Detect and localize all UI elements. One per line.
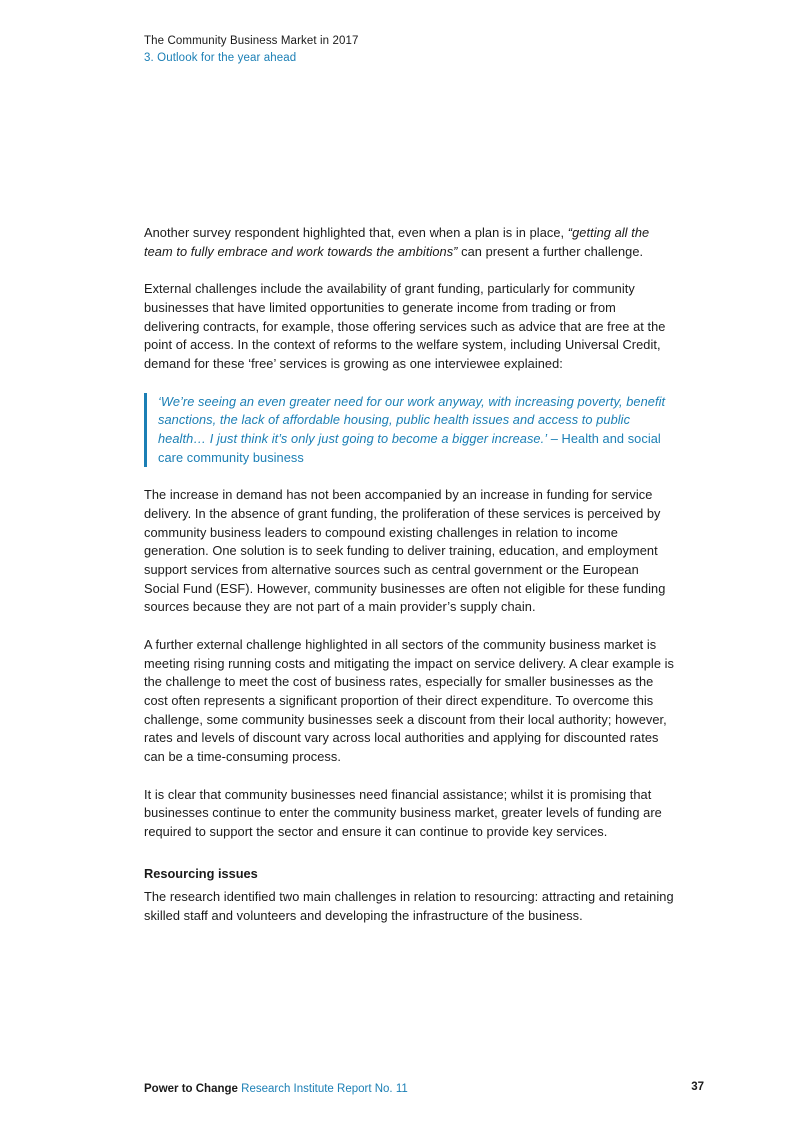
header-section-title: 3. Outlook for the year ahead: [144, 51, 297, 64]
footer-brand: Power to Change: [144, 1083, 238, 1095]
pull-quote: [144, 393, 674, 468]
paragraph-4: A further external challenge highlighted in all sectors of the community business market is meeting rising running costs and mitigating the impact on service delivery. A clear example is the challenge to meet the cost of business rates, especially for smaller businesses as the cost often represents a significant proportion of their direct expenditure. To overcome this challenge, some community businesses seek a discount from their local authority; however, rates and levels of discount vary across local authorities and applying for discounted rates can be a time-consuming process.: [144, 637, 674, 765]
page-footer: [144, 1081, 656, 1097]
paragraph-3: The increase in demand has not been accompanied by an increase in funding for service delivery. In the absence of grant funding, the proliferation of these services is perceived by community business leaders to compound existing challenges in relation to income generation. One solution is to seek funding to deliver training, education, and employment support services from alternative sources such as central government or the European Social Fund (ESF). However, community businesses are often not eligible for these funding sources because they are not part of a main provider’s supply chain.: [144, 487, 666, 615]
pull-quote-text: ‘We’re seeing an even greater need for our work anyway, with increasing poverty, benefit sanctions, the lack of affordable housing, public health issues and access to public health… I just think it’s only just going to become a bigger increase.’: [158, 393, 666, 447]
header-document-title: The Community Business Market in 2017: [144, 35, 359, 47]
paragraph-1-text-b: can present a further challenge.: [457, 243, 644, 259]
page-header: [144, 33, 704, 66]
pull-quote-attribution: – Health and social care community business: [158, 431, 661, 465]
footer-report-title: Research Institute Report No. 11: [237, 1083, 408, 1095]
paragraph-2: External challenges include the availability of grant funding, particularly for community businesses that have limited opportunities to generate income from trading or from delivering contracts, for example, those offering services such as advice that are free at the point of access. In the context of reforms to the welfare system, including Universal Credit, demand for these ‘free’ services is growing as one interviewee explained:: [144, 281, 666, 372]
paragraph-5: It is clear that community businesses need financial assistance; whilst it is promising that businesses continue to enter the community business market, greater levels of funding are required to support the sector and ensure it can continue to provide key services.: [144, 786, 662, 840]
paragraph-1-text-a: Another survey respondent highlighted that, even when a plan is in place,: [144, 225, 568, 240]
page-number: 37: [691, 1081, 704, 1093]
paragraph-1-quote: “getting all the team to fully embrace and work towards the ambitions”: [144, 225, 650, 259]
section-heading-resourcing-issues: Resourcing issues: [144, 865, 258, 881]
paragraph-6: The research identified two main challenges in relation to resourcing: attracting and retaining skilled staff and volunteers and developing the infrastructure of the business.: [144, 889, 674, 924]
paragraph-1: [144, 224, 674, 261]
page-content: [144, 224, 674, 926]
